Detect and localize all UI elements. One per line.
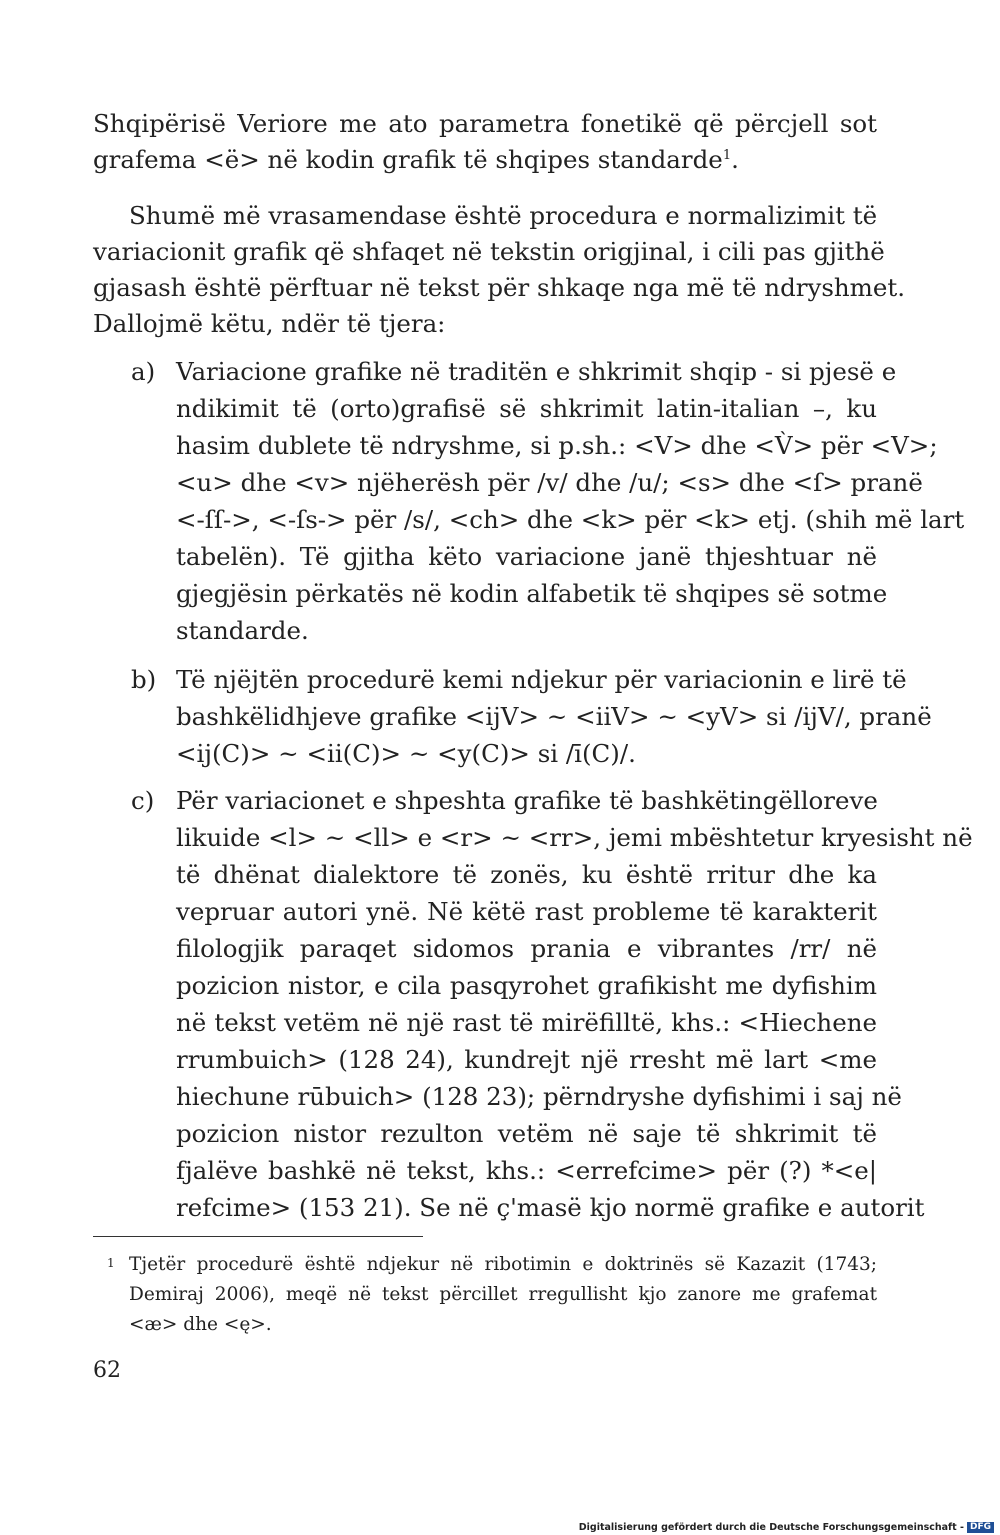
text-line: bashkëlidhjeve grafike <ijV> ~ <iiV> ~ <yV> si /ijV/, pranë xyxy=(176,702,932,731)
text-line: hiechune rūbuich> (128 23); përndryshe dyfishimi i saj në xyxy=(176,1082,902,1111)
text-line: gjasash është përftuar në tekst për shkaqe nga më të ndryshmet. xyxy=(93,273,906,302)
footnote-reference: 1 xyxy=(722,147,732,163)
text-line: ndikimit të (orto)grafisë së shkrimit latin-italian –, ku xyxy=(176,394,877,423)
text-line: Shqipërisë Veriore me ato parametra fonetikë që përcjell sot xyxy=(93,109,877,138)
digitization-credit xyxy=(579,1522,994,1533)
text-line: rrumbuich> (128 24), kundrejt një rresht më lart <me xyxy=(176,1045,877,1074)
text-line: të dhënat dialektore të zonës, ku është rritur dhe ka xyxy=(176,860,877,889)
page-number: 62 xyxy=(93,1358,121,1383)
text-line: vepruar autori ynë. Në këtë rast probleme të karakterit xyxy=(176,897,877,926)
text-line: në tekst vetëm në një rast të mirëfilltë, khs.: <Hiechene xyxy=(176,1008,877,1037)
text-run: . xyxy=(731,145,739,174)
text-run: grafema <ë> në kodin grafik të shqipes standarde xyxy=(93,145,723,174)
text-line: Shumë më vrasamendase është procedura e normalizimit të xyxy=(129,201,878,230)
footnote-line: Tjetër procedurë është ndjekur në ribotimin e doktrinës së Kazazit (1743; xyxy=(129,1254,877,1275)
footnote-body xyxy=(129,1250,877,1340)
text-line: variacionit grafik që shfaqet në tekstin origjinal, i cili pas gjithë xyxy=(93,237,885,266)
text-line: <ij(C)> ~ <ii(C)> ~ <y(C)> si /ī(C)/. xyxy=(176,739,636,768)
text-line: <u> dhe <v> njëherësh për /v/ dhe /u/; <s> dhe <ſ> pranë xyxy=(176,468,923,497)
text-line: standarde. xyxy=(176,616,309,645)
text-line: filologjik paraqet sidomos prania e vibrantes /rr/ në xyxy=(176,934,877,963)
dfg-logo: DFG xyxy=(967,1522,994,1533)
list-label: b) xyxy=(131,665,157,694)
list-label: c) xyxy=(131,786,155,815)
text-line: <-ſſ->, <-ſs-> për /s/, <ch> dhe <k> për <k> etj. (shih më lart xyxy=(176,505,965,534)
text-line: tabelën). Të gjitha këto variacione janë thjeshtuar në xyxy=(176,542,877,571)
text-line: Për variacionet e shpeshta grafike të bashkëtingëlloreve xyxy=(176,786,878,815)
text-line: Dallojmë këtu, ndër të tjera: xyxy=(93,309,446,338)
text-line: likuide <l> ~ <ll> e <r> ~ <rr>, jemi mbështetur kryesisht në xyxy=(176,823,973,852)
text-line: pozicion nistor rezulton vetëm në saje të shkrimit të xyxy=(176,1119,877,1148)
list-body xyxy=(176,353,965,649)
footnote-line: <æ> dhe <ę>. xyxy=(129,1314,272,1335)
footnote-divider xyxy=(93,1236,423,1237)
text-line: Variacione grafike në traditën e shkrimit shqip - si pjesë e xyxy=(176,357,897,386)
paragraph-2 xyxy=(93,198,906,342)
footnote-mark: 1 xyxy=(107,1256,115,1270)
text-line: gjegjësin përkatës në kodin alfabetik të shqipes së sotme xyxy=(176,579,888,608)
footnote-line: Demiraj 2006), meqë në tekst përcillet rregullisht kjo zanore me grafemat xyxy=(129,1284,877,1305)
text-line: Të njëjtën procedurë kemi ndjekur për variacionin e lirë të xyxy=(176,665,907,694)
list-body xyxy=(176,661,932,772)
text-line: pozicion nistor, e cila pasqyrohet grafikisht me dyfishim xyxy=(176,971,877,1000)
text-line xyxy=(93,142,877,178)
list-label: a) xyxy=(131,357,156,386)
list-body xyxy=(176,782,973,1226)
text-line: hasim dublete të ndryshme, si p.sh.: <V> dhe <V̀> për <V>; xyxy=(176,431,938,460)
paragraph-1 xyxy=(93,106,877,178)
credit-text: Digitalisierung gefördert durch die Deutsche Forschungsgemeinschaft - xyxy=(578,1522,964,1533)
text-line: fjalëve bashkë në tekst, khs.: <errefcime> për (?) *<e| xyxy=(176,1156,877,1185)
text-line: refcime> (153 21). Se në ç'masë kjo normë grafike e autorit xyxy=(176,1193,925,1222)
